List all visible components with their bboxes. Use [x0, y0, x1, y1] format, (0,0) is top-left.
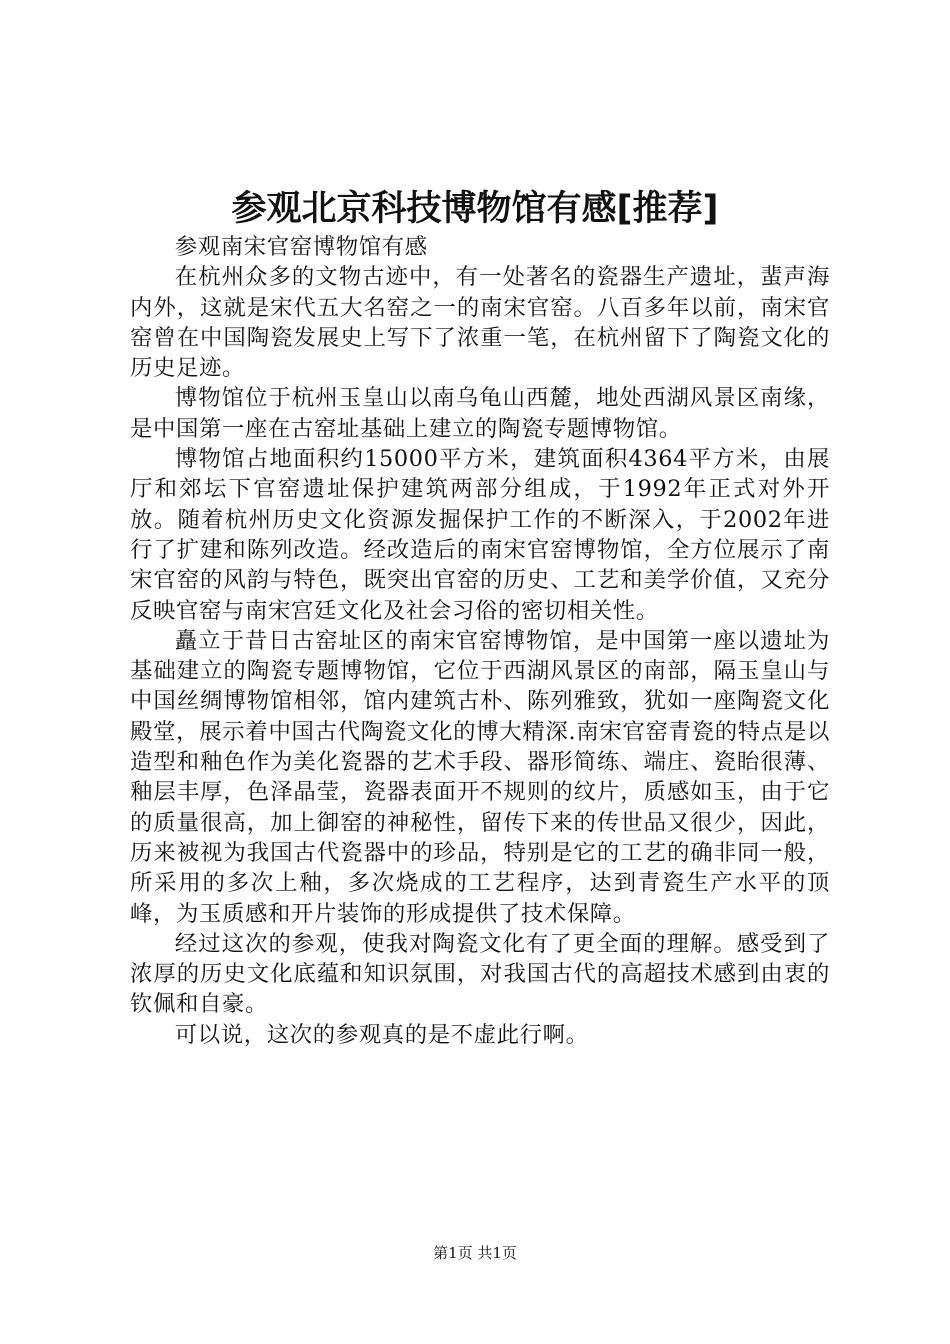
page-footer: 第1页 共1页	[433, 1244, 517, 1262]
paragraph: 矗立于昔日古窑址区的南宋官窑博物馆，是中国第一座以遗址为基础建立的陶瓷专题博物馆，它位于西湖风景区的南部，隔玉皇山与中国丝绸博物馆相邻，馆内建筑古朴、陈列雅致，犹如一座陶瓷文化殿堂，展示着中国古代陶瓷文化的博大精深.南宋官窑青瓷的特点是以造型和釉色作为美化瓷器的艺术手段、器形简练、端庄、瓷眙很薄、釉层丰厚，色泽晶莹，瓷器表面开不规则的纹片，质感如玉，由于它的质量很高，加上御窑的神秘性，留传下来的传世品又很少，因此，历来被视为我国古代瓷器中的珍品，特别是它的工艺的确非同一般，所采用的多次上釉，多次烧成的工艺程序，达到青瓷生产水平的顶峰，为玉质感和开片装饰的形成提供了技术保障。	[130, 627, 830, 927]
paragraph-subtitle: 参观南宋官窑博物馆有感	[174, 234, 428, 260]
document-body	[130, 232, 830, 1050]
paragraph: 博物馆位于杭州玉皇山以南乌龟山西麓，地处西湖风景区南缘，是中国第一座在古窑址基础上建立的陶瓷专题博物馆。	[130, 385, 830, 442]
paragraph: 可以说，这次的参观真的是不虚此行啊。	[174, 1021, 589, 1048]
paragraph: 经过这次的参观，使我对陶瓷文化有了更全面的理解。感受到了浓厚的历史文化底蕴和知识氛围，对我国古代的高超技术感到由衷的钦佩和自豪。	[130, 930, 830, 1018]
document-title: 参观北京科技博物馆有感[推荐]	[231, 189, 719, 229]
paragraph: 博物馆占地面积约15000平方米，建筑面积4364平方米，由展厅和郊坛下官窑遗址保护建筑两部分组成，于1992年正式对外开放。随着杭州历史文化资源发掘保护工作的不断深入，于2002年进行了扩建和陈列改造。经改造后的南宋官窑博物馆，全方位展示了南宋官窑的风韵与特色，既突出官窑的历史、工艺和美学价值，又充分反映官窑与南宋宫廷文化及社会习俗的密切相关性。	[130, 446, 830, 624]
paragraph: 在杭州众多的文物古迹中，有一处著名的瓷器生产遗址，蜚声海内外，这就是宋代五大名窑之一的南宋官窑。八百多年以前，南宋官窑曾在中国陶瓷发展史上写下了浓重一笔，在杭州留下了陶瓷文化的历史足迹。	[130, 264, 830, 382]
